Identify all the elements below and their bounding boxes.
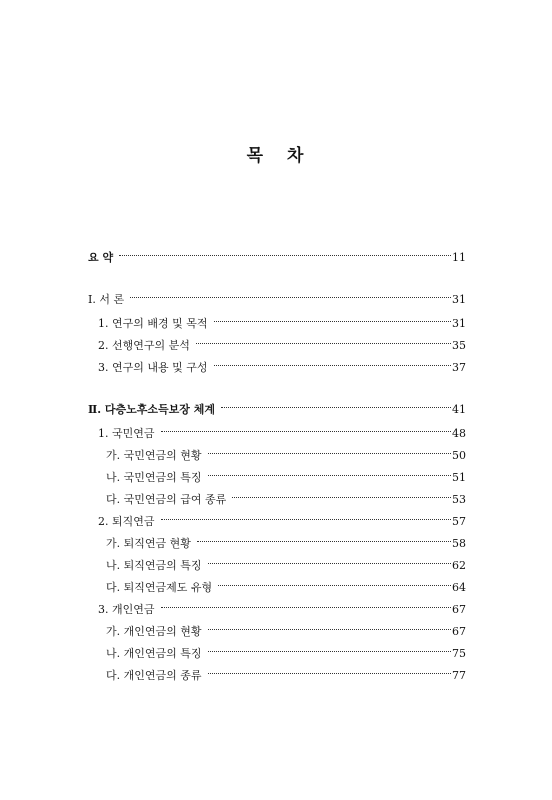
- toc-entry-page: 67: [452, 625, 466, 638]
- toc-entry-page: 75: [452, 647, 466, 660]
- dot-leader: [119, 255, 451, 256]
- toc-entry[interactable]: [88, 292, 466, 308]
- toc-entry-page: 48: [452, 427, 466, 440]
- toc-entry-page: 57: [452, 515, 466, 528]
- toc-entry-page: 31: [452, 293, 466, 306]
- toc-entry[interactable]: [88, 646, 466, 662]
- dot-leader: [208, 453, 452, 454]
- toc-entry-label: 1. 연구의 배경 및 목적: [98, 317, 208, 330]
- toc-entry[interactable]: [88, 426, 466, 442]
- toc-entry-page: 50: [452, 449, 466, 462]
- dot-leader: [218, 585, 451, 586]
- toc-entry-label: 가. 개인연금의 현황: [106, 625, 202, 638]
- dot-leader: [232, 497, 451, 498]
- toc-entry-label: 가. 퇴직연금 현황: [106, 537, 191, 550]
- toc-entry[interactable]: [88, 558, 466, 574]
- toc-entry-label: 다. 국민연금의 급여 종류: [106, 493, 227, 506]
- dot-leader: [196, 343, 451, 344]
- toc-entry[interactable]: [88, 668, 466, 684]
- toc-entry-label: 나. 개인연금의 특징: [106, 647, 202, 660]
- toc-entry[interactable]: [88, 316, 466, 332]
- dot-leader: [161, 431, 452, 432]
- toc-entry[interactable]: [88, 338, 466, 354]
- toc-entry[interactable]: [88, 580, 466, 596]
- page-title: 목 차: [246, 146, 306, 166]
- toc-entry-page: 51: [452, 471, 466, 484]
- dot-leader: [208, 673, 452, 674]
- toc-entry-page: 53: [452, 493, 466, 506]
- toc-entry-label: Ⅱ. 다층노후소득보장 체계: [88, 403, 216, 416]
- dot-leader: [208, 629, 452, 630]
- toc-entry-label: 다. 퇴직연금제도 유형: [106, 581, 213, 594]
- toc-entry[interactable]: [88, 402, 466, 418]
- toc-entry-page: 31: [452, 317, 466, 330]
- toc-entry[interactable]: [88, 536, 466, 552]
- dot-leader: [161, 607, 452, 608]
- toc-entry-page: 62: [452, 559, 466, 572]
- dot-leader: [161, 519, 452, 520]
- dot-leader: [208, 563, 452, 564]
- toc-entry-label: 2. 선행연구의 분석: [98, 339, 190, 352]
- toc-entry-label: 1. 국민연금: [98, 427, 155, 440]
- toc-entry-page: 35: [452, 339, 466, 352]
- toc-entry-page: 77: [452, 669, 466, 682]
- toc-entry-label: 나. 국민연금의 특징: [106, 471, 202, 484]
- toc-entry-label: 다. 개인연금의 종류: [106, 669, 202, 682]
- toc-entry[interactable]: [88, 514, 466, 530]
- toc-entry[interactable]: [88, 492, 466, 508]
- toc-entry[interactable]: [88, 360, 466, 376]
- toc-entry-page: 58: [452, 537, 466, 550]
- toc-entry-page: 64: [452, 581, 466, 594]
- dot-leader: [130, 297, 451, 298]
- toc-entry-page: 41: [452, 403, 466, 416]
- toc-entry-label: 3. 연구의 내용 및 구성: [98, 361, 208, 374]
- toc-entry-label: 3. 개인연금: [98, 603, 155, 616]
- dot-leader: [214, 365, 452, 366]
- toc-entry-label: 요 약: [88, 251, 114, 264]
- dot-leader: [197, 541, 451, 542]
- toc-entry-label: 가. 국민연금의 현황: [106, 449, 202, 462]
- toc-entry-label: 2. 퇴직연금: [98, 515, 155, 528]
- toc-entry-page: 67: [452, 603, 466, 616]
- toc-entry-page: 37: [452, 361, 466, 374]
- dot-leader: [208, 475, 452, 476]
- toc-entry-label: Ⅰ. 서 론: [88, 293, 125, 306]
- toc-entry[interactable]: [88, 250, 466, 266]
- dot-leader: [214, 321, 452, 322]
- toc-entry[interactable]: [88, 470, 466, 486]
- toc-entry-label: 나. 퇴직연금의 특징: [106, 559, 202, 572]
- toc-entry[interactable]: [88, 602, 466, 618]
- dot-leader: [208, 651, 452, 652]
- toc-entry[interactable]: [88, 448, 466, 464]
- dot-leader: [221, 407, 451, 408]
- toc-entry-page: 11: [452, 251, 466, 264]
- toc-entry[interactable]: [88, 624, 466, 640]
